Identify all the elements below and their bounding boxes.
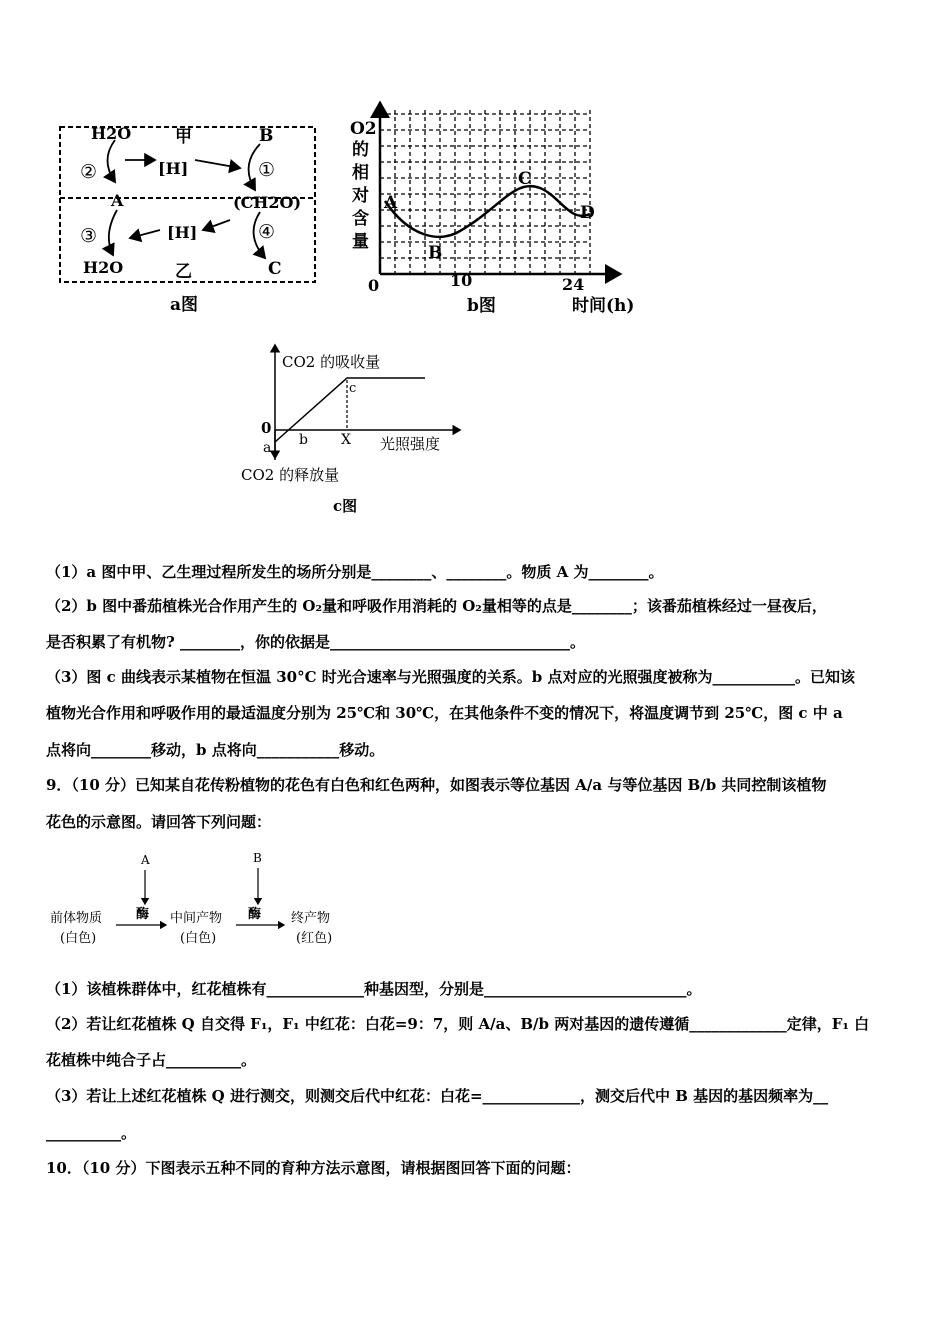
fig-a-ch2o: (CH2O) [233,193,302,212]
q8-line-6: 点将向________移动，b 点将向___________移动。 [46,741,385,759]
fig-a-n2: ② [80,161,98,183]
q9-line-5: 花植株中纯合子占__________。 [46,1051,257,1069]
fig-c-label-b: b [299,432,308,448]
fig-a-n1: ① [258,159,276,181]
fig-b-point-b: B [428,243,443,263]
figure-b [340,98,660,323]
q9-enzyme-2: 酶 [248,907,262,922]
figure-c [235,340,475,520]
q8-line-5: 植物光合作用和呼吸作用的最适温度分别为 25℃和 30℃，在其他条件不变的情况下，将温度调节到 25℃，图 c 中 a [46,704,843,722]
q9-final: 终产物 [291,911,331,926]
fig-b-ylabel-4: 含 [352,209,369,229]
q10-line-1: 10．（10 分）下图表示五种不同的育种方法示意图，请根据图回答下面的问题： [46,1159,581,1177]
q8-line-4: （3）图 c 曲线表示某植物在恒温 30°C 时光合速率与光照强度的关系。b 点对应的光照强度被称为___________。已知该 [46,668,855,686]
q8-line-1: （1）a 图中甲、乙生理过程所发生的场所分别是________、________。物质 A 为________。 [46,563,664,581]
fig-a-c: C [268,259,282,279]
fig-c-label-c: c [349,381,357,396]
fig-a-jia: 甲 [175,127,192,147]
q8-line-3: 是否积累了有机物? ________，你的依据是________________________________。 [46,633,586,651]
q8-line-2: （2）b 图中番茄植株光合作用产生的 O₂量和呼吸作用消耗的 O₂量相等的点是________；该番茄植株经过一昼夜后， [46,597,827,615]
fig-c-ybottom: CO2 的释放量 [241,466,340,484]
fig-a-arrow-3 [109,210,117,255]
q9-gene-b: B [253,851,262,865]
fig-b-xlabel: 时间(h) [572,296,635,316]
q9-pathway-diagram [48,848,358,948]
fig-b-tick-0: 0 [368,276,380,295]
fig-a-n4: ④ [258,221,276,243]
q9-line-7: __________。 [46,1124,137,1142]
fig-b-point-a: A [384,193,398,213]
q9-final-color: (红色) [296,931,333,946]
fig-a-b-top: B [259,126,274,146]
fig-b-ylabel-3: 对 [352,186,369,206]
fig-a-h-top: [H] [158,159,189,178]
fig-a-a: A [111,191,124,210]
fig-b-caption: b图 [467,296,496,316]
q9-line-4: （2）若让红花植株 Q 自交得 F₁，F₁ 中红花：白花=9：7，则 A/a、B/b 两对基因的遗传遵循_____________定律，F₁ 白 [46,1015,870,1033]
fig-b-tick-10: 10 [450,271,473,290]
fig-b-point-c: C [518,169,532,189]
fig-b-ylabel-5: 量 [352,232,369,252]
fig-a-arrow-2 [108,140,116,182]
q9-line-1: 9．（10 分）已知某自花传粉植物的花色有白色和红色两种，如图表示等位基因 A/a 与等位基因 B/b 共同控制该植物 [46,776,827,794]
q9-precursor: 前体物质 [50,911,103,926]
q9-enzyme-1: 酶 [136,907,150,922]
q9-line-3: （1）该植株群体中，红花植株有_____________种基因型，分别是___________________________。 [46,980,702,998]
fig-b-grid [380,110,590,274]
fig-a-yi: 乙 [175,262,192,282]
fig-a-arrow-ch2o-h [203,220,230,230]
fig-a-arrow-h-ch2o [195,160,240,168]
q9-intermediate-color: (白色) [180,931,217,946]
fig-c-label-x: X [341,432,351,448]
q9-line-2: 花色的示意图。请回答下列问题： [46,813,272,831]
fig-a-h2o-bottom: H2O [83,258,124,277]
fig-c-ytop: CO2 的吸收量 [282,353,381,371]
fig-a-arrow-h-left [130,230,160,238]
fig-b-tick-24: 24 [562,275,585,294]
fig-c-xlabel: 光照强度 [380,435,441,453]
fig-a-caption: a图 [170,295,199,315]
fig-c-zero: 0 [261,419,272,437]
fig-c-label-a: a [263,440,272,456]
q9-precursor-color: (白色) [60,931,97,946]
q9-gene-a: A [141,853,150,867]
fig-a-h-bottom: [H] [167,223,198,242]
fig-b-point-d: D [580,203,595,223]
fig-a-h2o-top: H2O [91,124,132,143]
q9-intermediate: 中间产物 [170,911,223,926]
fig-b-ylabel-2: 相 [352,163,369,183]
q9-line-6: （3）若让上述红花植株 Q 进行测交，则测交后代中红花：白花=_____________，测交后代中 B 基因的基因频率为__ [46,1087,829,1105]
figure-a [55,120,325,320]
fig-a-n3: ③ [80,225,98,247]
fig-c-caption: c图 [333,497,358,515]
fig-b-ylabel-1: 的 [352,140,369,160]
fig-b-ylabel-0: O2 [350,119,377,139]
